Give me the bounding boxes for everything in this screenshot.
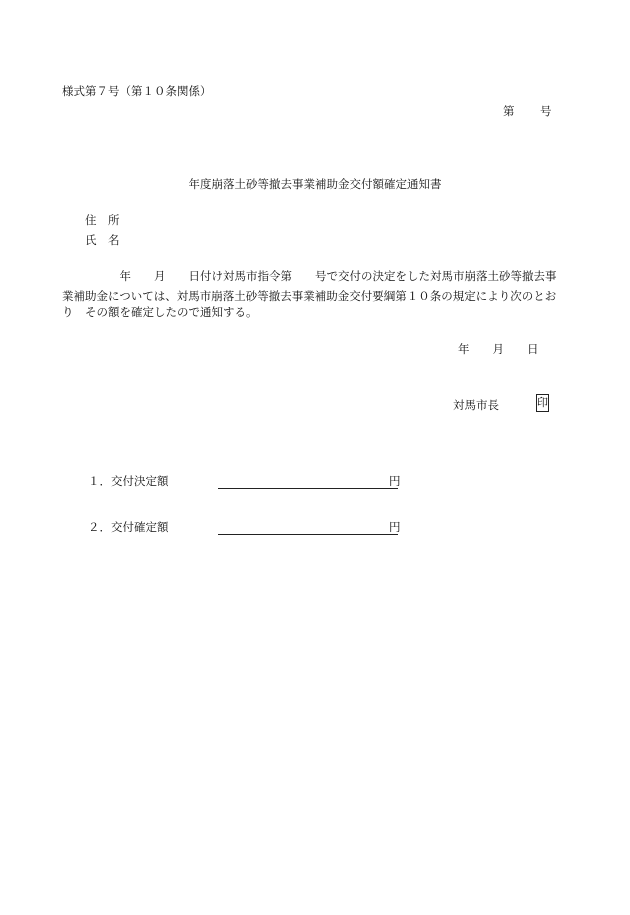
amount-blank-line <box>218 534 398 535</box>
body-text-line: 業補助金については、対馬市崩落土砂等撤去事業補助金交付要綱第１０条の規定により次のとお <box>62 289 557 303</box>
document-title: 年度崩落土砂等撤去事業補助金交付額確定通知書 <box>188 177 442 191</box>
issue-date: 年 月 日 <box>458 342 539 356</box>
doc-number-suffix: 号 <box>540 104 552 118</box>
name-label: 氏 名 <box>85 233 120 247</box>
amount-unit: 円 <box>389 520 401 534</box>
amount-label: ２．交付確定額 <box>88 520 169 534</box>
body-text-line: 年 月 日付け対馬市指令第 号で交付の決定をした対馬市崩落土砂等撤去事 <box>62 269 557 283</box>
amount-unit: 円 <box>389 474 401 488</box>
address-label: 住 所 <box>85 213 120 227</box>
signer-title: 対馬市長 <box>453 398 499 412</box>
body-text-line: り その額を確定したので通知する。 <box>62 305 258 319</box>
form-number: 様式第７号（第１０条関係） <box>62 84 212 98</box>
doc-number-label: 第 <box>503 104 515 118</box>
seal-stamp: 印 <box>536 394 549 412</box>
amount-blank-line <box>218 488 398 489</box>
amount-label: １．交付決定額 <box>88 474 169 488</box>
